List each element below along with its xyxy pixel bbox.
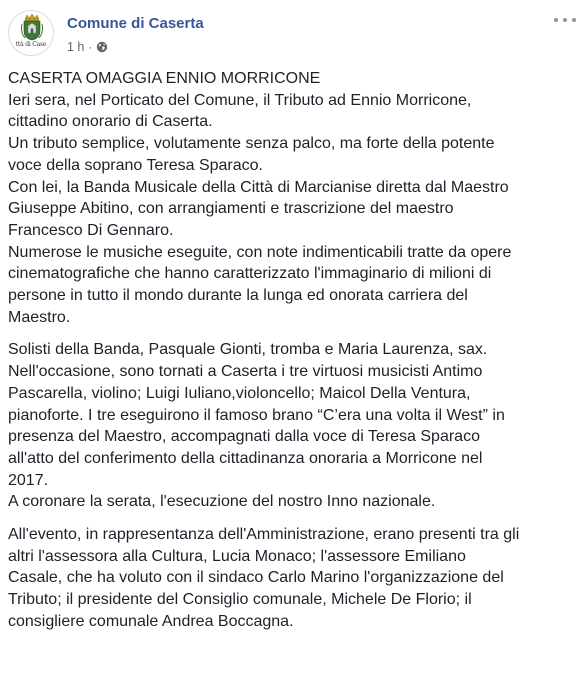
post-paragraph: CASERTA OMAGGIA ENNIO MORRICONE Ieri sera, nel Porticato del Comune, il Tributo ad Ennio Morricone, cittadino onorario di Caserta. Un tributo semplice, volutamente senza palco, ma forte della potente voce della soprano Teresa Sparaco. Con lei, la Banda Musicale della Città di Marcianise diretta dal Maestro Giuseppe Abitino, con arrangiamenti e trascrizione del maestro Francesco Di Gennaro. Numerose le musiche eseguite, con note indimenticabili tratte da opere cinematografiche che hanno caratterizzato l'immaginario di milioni di persone in tutto il mondo durante la lunga ed onorata carriera del Maestro. bbox=[8, 70, 512, 326]
post-meta bbox=[67, 39, 108, 55]
post-text bbox=[8, 68, 582, 644]
coat-of-arms-icon bbox=[9, 11, 54, 56]
page-name-link[interactable]: Comune di Caserta bbox=[67, 15, 204, 32]
page-avatar[interactable] bbox=[8, 10, 54, 56]
post-header bbox=[0, 0, 582, 64]
post-paragraph: All'evento, in rappresentanza dell'Amministrazione, erano presenti tra gli altri l'assessora alla Cultura, Lucia Monaco; l'assessore Emiliano Casale, che ha voluto con il sindaco Carlo Marino l'organizzazione del Tributo; il presidente del Consiglio comunale, Michele De Florio; il consigliere comunale Andrea Boccagna. bbox=[8, 526, 520, 630]
avatar-caption: ttà di Case bbox=[15, 41, 47, 48]
timestamp-link[interactable]: 1 h bbox=[67, 40, 85, 54]
more-options-icon[interactable] bbox=[554, 14, 576, 26]
meta-separator: · bbox=[88, 40, 93, 54]
post-paragraph: Solisti della Banda, Pasquale Gionti, tromba e Maria Laurenza, sax. Nell'occasione, sono tornati a Caserta i tre virtuosi musicisti Antimo Pascarella, violino; Luigi Iuliano,violoncello; Maicol Della Ventura, pianoforte. I tre eseguirono il famoso brano “C’era una volta il West” in presenza del Maestro, accompagnati dalla voce di Teresa Sparaco all'atto del conferimento della cittadinanza onoraria a Morricone nel 2017. A coronare la serata, l'esecuzione del nostro Inno nazionale. bbox=[8, 341, 505, 511]
globe-icon[interactable] bbox=[96, 41, 108, 53]
